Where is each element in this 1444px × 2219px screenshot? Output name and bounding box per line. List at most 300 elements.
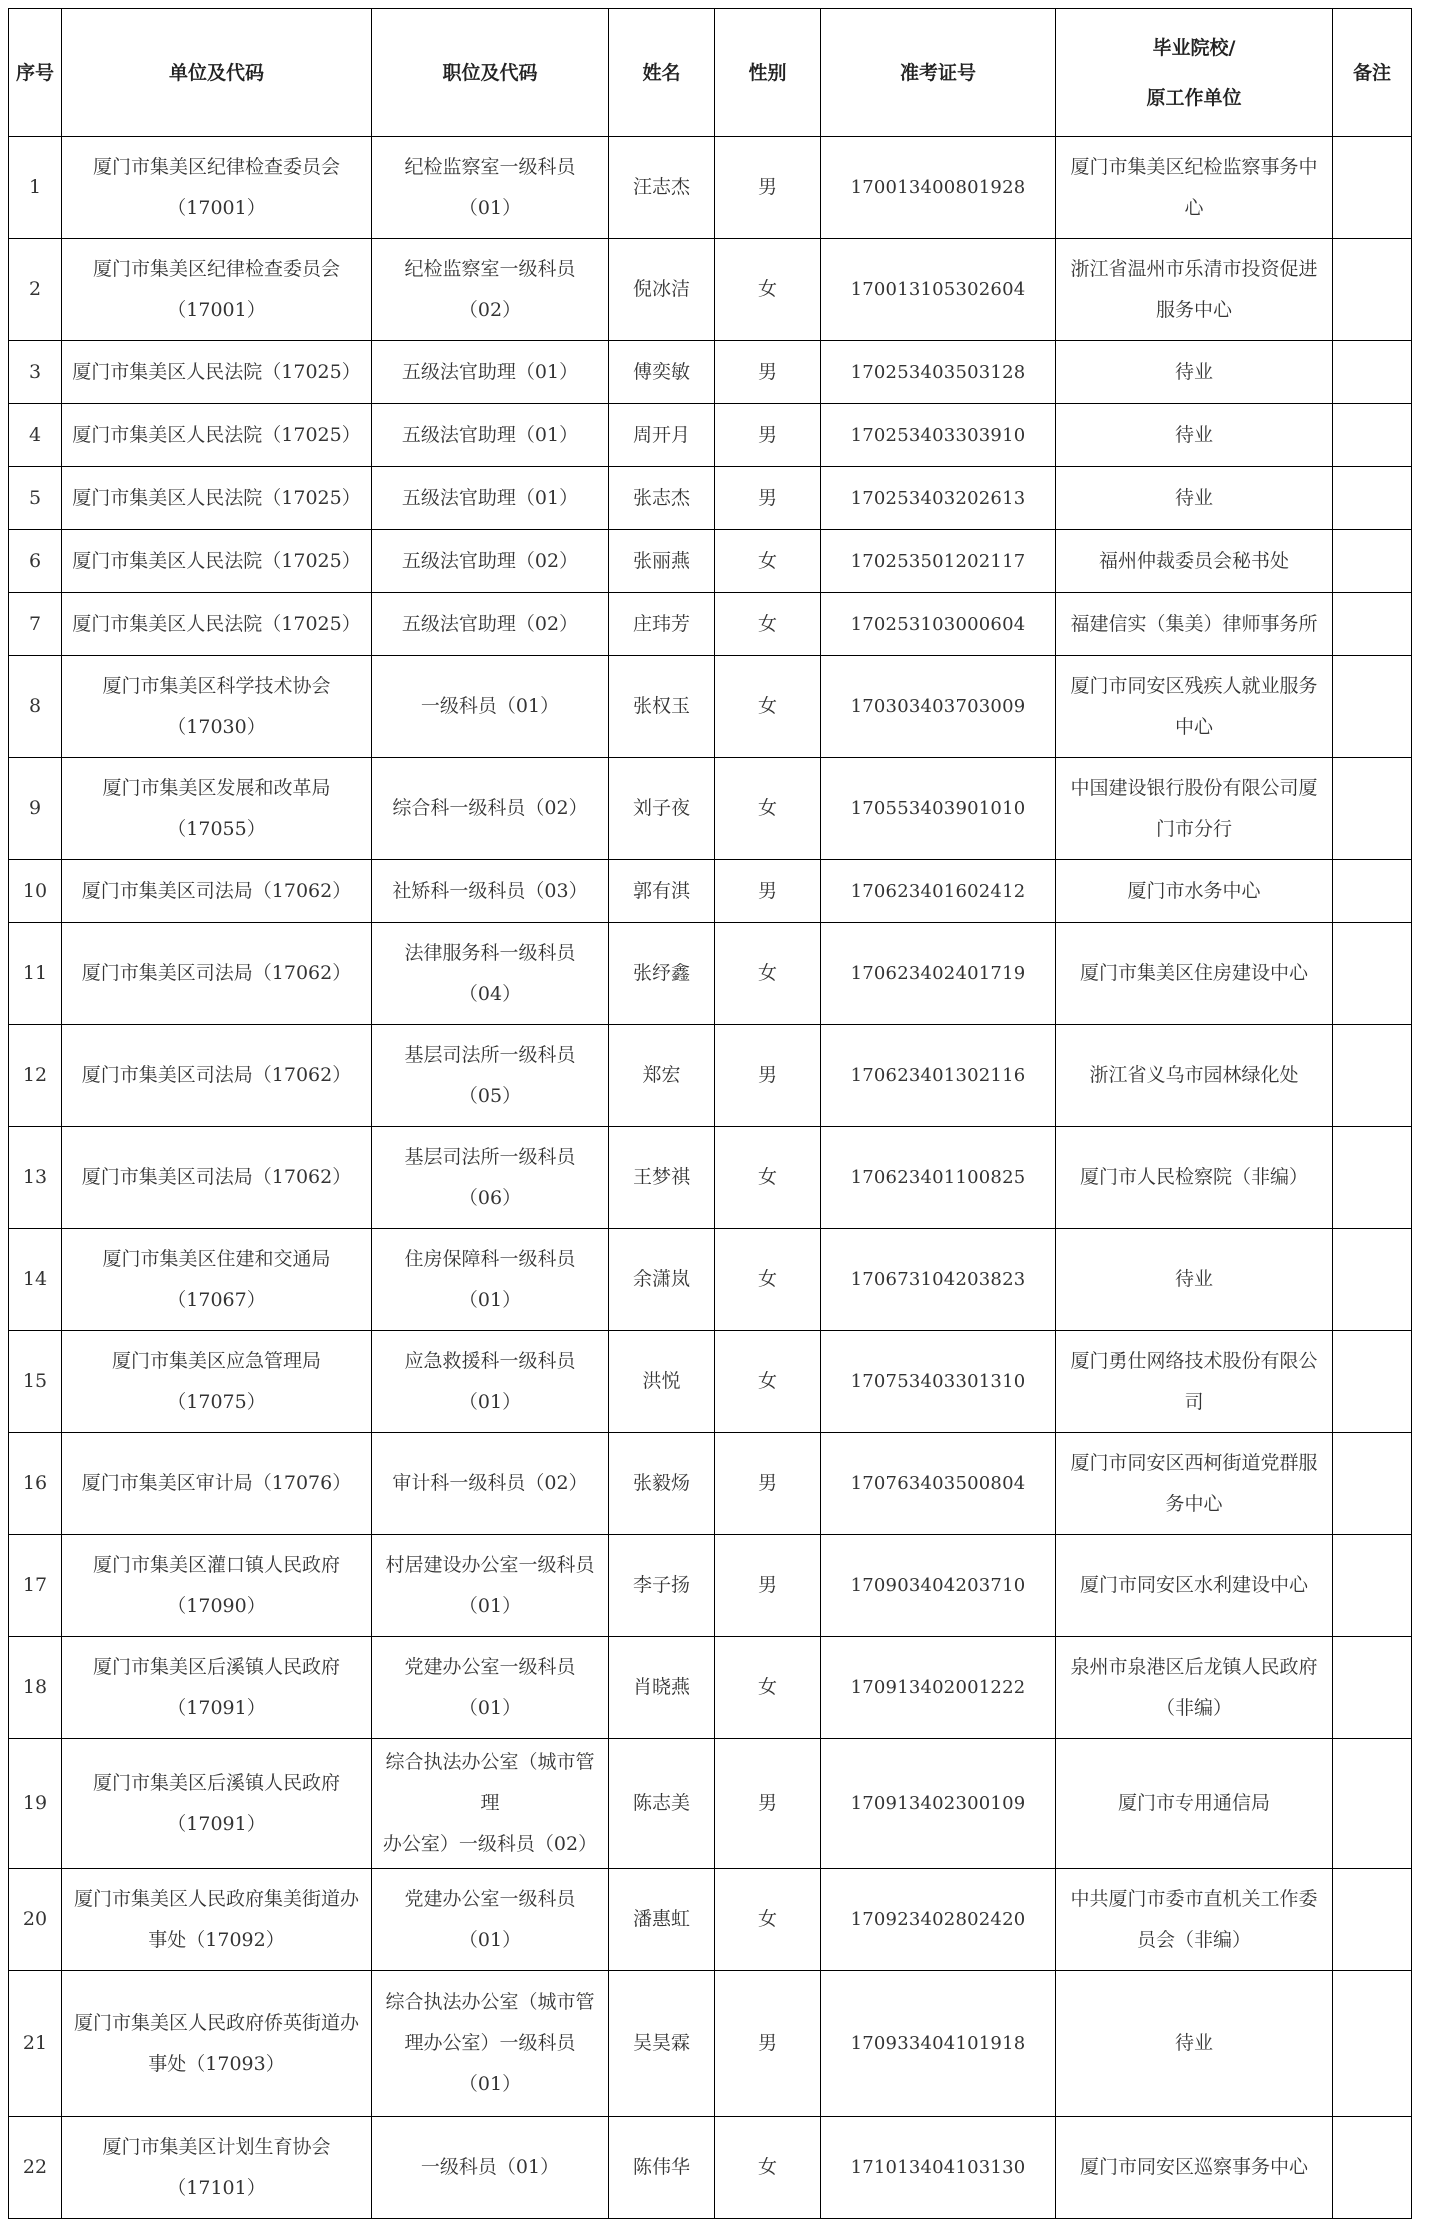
cell-position-line: 审计科一级科员（02） — [392, 1472, 588, 1494]
cell-seq: 14 — [9, 1229, 62, 1331]
table-row — [9, 1971, 1412, 2117]
cell-name: 余潇岚 — [609, 1229, 715, 1331]
cell-name: 周开月 — [609, 404, 715, 467]
cell-school-line: 浙江省义乌市园林绿化处 — [1089, 1064, 1299, 1086]
cell-unit — [62, 1331, 372, 1433]
header-name: 姓名 — [609, 9, 715, 137]
cell-unit — [62, 239, 372, 341]
cell-name: 王梦祺 — [609, 1127, 715, 1229]
cell-school — [1056, 1637, 1333, 1739]
table-row — [9, 1869, 1412, 1971]
cell-remark — [1333, 758, 1412, 860]
cell-gender: 女 — [715, 1331, 821, 1433]
cell-gender: 女 — [715, 1229, 821, 1331]
cell-unit-line: 厦门市集美区人民法院（17025） — [72, 612, 361, 635]
cell-school — [1056, 404, 1333, 467]
cell-unit — [62, 404, 372, 467]
cell-position — [372, 467, 609, 530]
cell-remark — [1333, 1971, 1412, 2117]
cell-unit — [62, 923, 372, 1025]
cell-unit-line: 厦门市集美区司法局（17062） — [81, 962, 352, 984]
cell-position — [372, 860, 609, 923]
cell-gender: 男 — [715, 1971, 821, 2117]
cell-unit — [62, 1535, 372, 1637]
cell-gender: 女 — [715, 656, 821, 758]
cell-position — [372, 530, 609, 593]
cell-unit — [62, 341, 372, 404]
header-school-line2: 原工作单位 — [1146, 86, 1242, 109]
cell-gender: 女 — [715, 1637, 821, 1739]
table-row — [9, 2117, 1412, 2219]
cell-gender: 女 — [715, 2117, 821, 2219]
cell-remark — [1333, 1637, 1412, 1739]
cell-position-line: （01） — [458, 1928, 522, 1951]
cell-position-line: （01） — [458, 2073, 522, 2095]
cell-unit-line: 厦门市集美区后溪镇人民政府 — [92, 1655, 340, 1678]
cell-unit — [62, 656, 372, 758]
cell-position-line: （06） — [458, 1186, 522, 1209]
cell-position-line: 五级法官助理（02） — [401, 549, 579, 572]
cell-unit — [62, 1229, 372, 1331]
cell-position-line: 党建办公室一级科员 — [404, 1887, 576, 1910]
cell-exam-id: 170253403202613 — [821, 467, 1056, 530]
cell-remark — [1333, 137, 1412, 239]
cell-unit-line: 厦门市集美区人民法院（17025） — [72, 549, 361, 572]
cell-unit-line: 事处（17093） — [148, 2052, 285, 2075]
cell-name: 张纾鑫 — [609, 923, 715, 1025]
table-row — [9, 1739, 1412, 1869]
cell-gender: 女 — [715, 530, 821, 593]
cell-unit-line: 事处（17092） — [148, 1928, 285, 1951]
cell-exam-id: 170623401100825 — [821, 1127, 1056, 1229]
cell-unit-line: （17090） — [167, 1594, 266, 1617]
cell-exam-id: 170623401302116 — [821, 1025, 1056, 1127]
cell-exam-id: 170553403901010 — [821, 758, 1056, 860]
cell-remark — [1333, 467, 1412, 530]
table-row — [9, 860, 1412, 923]
cell-unit — [62, 1971, 372, 2117]
cell-unit-line: 厦门市集美区计划生育协会 — [102, 2135, 331, 2158]
cell-seq: 8 — [9, 656, 62, 758]
cell-gender: 女 — [715, 923, 821, 1025]
table-row — [9, 341, 1412, 404]
cell-position — [372, 1535, 609, 1637]
cell-seq: 21 — [9, 1971, 62, 2117]
cell-unit-line: 厦门市集美区司法局（17062） — [81, 1166, 352, 1188]
cell-name: 肖晓燕 — [609, 1637, 715, 1739]
cell-position — [372, 1331, 609, 1433]
cell-exam-id: 170623401602412 — [821, 860, 1056, 923]
cell-seq: 18 — [9, 1637, 62, 1739]
cell-name: 李子扬 — [609, 1535, 715, 1637]
cell-school-line: 厦门市集美区纪检监察事务中 — [1070, 155, 1318, 178]
cell-unit-line: 厦门市集美区司法局（17062） — [81, 1064, 352, 1086]
header-school — [1056, 9, 1333, 137]
cell-unit — [62, 2117, 372, 2219]
table-row — [9, 1535, 1412, 1637]
cell-gender: 男 — [715, 137, 821, 239]
cell-unit-line: （17001） — [167, 196, 266, 219]
table-row — [9, 530, 1412, 593]
cell-unit-line: 厦门市集美区科学技术协会 — [102, 674, 331, 697]
cell-seq: 3 — [9, 341, 62, 404]
table-row — [9, 1637, 1412, 1739]
cell-seq: 22 — [9, 2117, 62, 2219]
cell-position — [372, 1229, 609, 1331]
cell-position-line: 一级科员（01） — [420, 695, 560, 717]
cell-seq: 17 — [9, 1535, 62, 1637]
header-school-line1: 毕业院校/ — [1152, 36, 1236, 59]
cell-seq: 15 — [9, 1331, 62, 1433]
cell-seq: 1 — [9, 137, 62, 239]
cell-position — [372, 1127, 609, 1229]
cell-school-line: 厦门市水务中心 — [1127, 879, 1261, 902]
cell-school — [1056, 530, 1333, 593]
cell-school — [1056, 656, 1333, 758]
cell-gender: 女 — [715, 1127, 821, 1229]
cell-position-line: 理办公室）一级科员 — [404, 2032, 576, 2054]
cell-exam-id: 170253103000604 — [821, 593, 1056, 656]
cell-name: 张权玉 — [609, 656, 715, 758]
cell-unit-line: 厦门市集美区人民法院（17025） — [72, 360, 361, 383]
cell-position-line: （01） — [458, 1696, 522, 1719]
cell-seq: 5 — [9, 467, 62, 530]
cell-name: 张毅炀 — [609, 1433, 715, 1535]
table-row — [9, 1127, 1412, 1229]
cell-unit-line: 厦门市集美区人民政府集美街道办 — [73, 1887, 359, 1910]
cell-school — [1056, 137, 1333, 239]
cell-position — [372, 1433, 609, 1535]
cell-unit-line: 厦门市集美区人民法院（17025） — [72, 423, 361, 446]
cell-school-line: 中共厦门市委市直机关工作委 — [1070, 1887, 1318, 1910]
cell-unit-line: 厦门市集美区后溪镇人民政府 — [92, 1771, 340, 1794]
cell-remark — [1333, 404, 1412, 467]
cell-exam-id: 170913402300109 — [821, 1739, 1056, 1869]
cell-position-line: 五级法官助理（01） — [401, 423, 579, 446]
cell-position — [372, 758, 609, 860]
cell-position-line: （04） — [458, 982, 522, 1005]
cell-name: 陈伟华 — [609, 2117, 715, 2219]
cell-unit — [62, 1025, 372, 1127]
cell-remark — [1333, 239, 1412, 341]
cell-position-line: 基层司法所一级科员 — [404, 1043, 576, 1066]
cell-school-line: 待业 — [1174, 423, 1213, 446]
cell-position — [372, 341, 609, 404]
table-row — [9, 1433, 1412, 1535]
cell-name: 张志杰 — [609, 467, 715, 530]
table-row — [9, 593, 1412, 656]
cell-school-line: 待业 — [1174, 360, 1213, 383]
cell-position-line: （01） — [458, 1594, 522, 1617]
cell-exam-id: 170933404101918 — [821, 1971, 1056, 2117]
cell-remark — [1333, 1739, 1412, 1869]
cell-school-line: 福建信实（集美）律师事务所 — [1070, 612, 1318, 635]
cell-remark — [1333, 341, 1412, 404]
cell-school-line: 待业 — [1174, 2032, 1213, 2054]
cell-position-line: 综合执法办公室（城市管理 — [385, 1751, 595, 1814]
cell-gender: 男 — [715, 1535, 821, 1637]
cell-school-line: 厦门市专用通信局 — [1117, 1792, 1270, 1814]
cell-name: 陈志美 — [609, 1739, 715, 1869]
cell-exam-id: 170923402802420 — [821, 1869, 1056, 1971]
cell-school-line: 厦门市集美区住房建设中心 — [1079, 962, 1308, 984]
cell-gender: 男 — [715, 1025, 821, 1127]
header-exam-id: 准考证号 — [821, 9, 1056, 137]
cell-unit — [62, 530, 372, 593]
table-row — [9, 923, 1412, 1025]
cell-unit-line: （17091） — [167, 1812, 266, 1835]
cell-school-line: 厦门市同安区残疾人就业服务 — [1070, 674, 1318, 697]
header-row — [9, 9, 1412, 137]
cell-seq: 16 — [9, 1433, 62, 1535]
cell-school-line: （非编） — [1155, 1696, 1232, 1719]
cell-exam-id: 170253403503128 — [821, 341, 1056, 404]
cell-remark — [1333, 923, 1412, 1025]
cell-remark — [1333, 656, 1412, 758]
cell-exam-id: 171013404103130 — [821, 2117, 1056, 2219]
cell-school-line: 心 — [1184, 196, 1204, 219]
cell-unit-line: 厦门市集美区纪律检查委员会 — [92, 257, 340, 280]
cell-name: 庄玮芳 — [609, 593, 715, 656]
cell-seq: 13 — [9, 1127, 62, 1229]
cell-seq: 20 — [9, 1869, 62, 1971]
cell-unit — [62, 137, 372, 239]
cell-position — [372, 1025, 609, 1127]
cell-school — [1056, 239, 1333, 341]
cell-position-line: （02） — [458, 298, 522, 321]
cell-remark — [1333, 530, 1412, 593]
header-seq: 序号 — [9, 9, 62, 137]
cell-remark — [1333, 1869, 1412, 1971]
cell-school — [1056, 860, 1333, 923]
cell-position-line: 纪检监察室一级科员 — [404, 155, 576, 178]
table-row — [9, 239, 1412, 341]
cell-unit — [62, 860, 372, 923]
cell-school-line: 门市分行 — [1155, 817, 1232, 840]
cell-remark — [1333, 1535, 1412, 1637]
cell-unit-line: 厦门市集美区发展和改革局 — [102, 776, 331, 799]
cell-school-line: 厦门市同安区西柯街道党群服 — [1070, 1451, 1318, 1474]
cell-unit-line: （17067） — [167, 1288, 266, 1311]
cell-unit-line: （17091） — [167, 1696, 266, 1719]
cell-school — [1056, 1535, 1333, 1637]
cell-school-line: 厦门市同安区水利建设中心 — [1079, 1574, 1308, 1596]
cell-seq: 11 — [9, 923, 62, 1025]
cell-exam-id: 170753403301310 — [821, 1331, 1056, 1433]
cell-school-line: 中国建设银行股份有限公司厦 — [1070, 776, 1318, 799]
cell-unit-line: （17055） — [167, 817, 266, 840]
cell-school-line: 泉州市泉港区后龙镇人民政府 — [1070, 1655, 1318, 1678]
cell-school-line: 厦门市人民检察院（非编） — [1079, 1166, 1308, 1188]
cell-gender: 男 — [715, 404, 821, 467]
cell-school — [1056, 1229, 1333, 1331]
cell-school — [1056, 1739, 1333, 1869]
header-unit: 单位及代码 — [62, 9, 372, 137]
cell-seq: 9 — [9, 758, 62, 860]
cell-position — [372, 593, 609, 656]
cell-position-line: 五级法官助理（01） — [401, 486, 579, 509]
cell-unit-line: 厦门市集美区人民政府侨英街道办 — [73, 2011, 359, 2034]
cell-name: 倪冰洁 — [609, 239, 715, 341]
cell-position-line: 一级科员（01） — [420, 2156, 560, 2178]
cell-position-line: 社矫科一级科员（03） — [392, 879, 588, 902]
cell-remark — [1333, 1331, 1412, 1433]
cell-exam-id: 170253501202117 — [821, 530, 1056, 593]
cell-position — [372, 1637, 609, 1739]
table-row — [9, 137, 1412, 239]
cell-position-line: 五级法官助理（02） — [401, 612, 579, 635]
cell-unit-line: 厦门市集美区人民法院（17025） — [72, 486, 361, 509]
cell-name: 潘惠虹 — [609, 1869, 715, 1971]
cell-unit — [62, 1127, 372, 1229]
cell-remark — [1333, 593, 1412, 656]
cell-position — [372, 404, 609, 467]
cell-position — [372, 656, 609, 758]
cell-position-line: 基层司法所一级科员 — [404, 1145, 576, 1168]
cell-unit-line: 厦门市集美区住建和交通局 — [102, 1247, 331, 1270]
header-gender: 性别 — [715, 9, 821, 137]
cell-unit-line: 厦门市集美区灌口镇人民政府 — [92, 1553, 340, 1576]
cell-unit — [62, 467, 372, 530]
table-row — [9, 404, 1412, 467]
cell-seq: 4 — [9, 404, 62, 467]
cell-unit — [62, 1433, 372, 1535]
cell-name: 吴昊霖 — [609, 1971, 715, 2117]
cell-position-line: （01） — [458, 1288, 522, 1311]
cell-school-line: 司 — [1184, 1390, 1204, 1413]
cell-unit-line: （17101） — [167, 2176, 266, 2199]
cell-school — [1056, 593, 1333, 656]
cell-unit — [62, 1739, 372, 1869]
cell-exam-id: 170303403703009 — [821, 656, 1056, 758]
cell-name: 刘子夜 — [609, 758, 715, 860]
cell-seq: 2 — [9, 239, 62, 341]
cell-position-line: 综合科一级科员（02） — [392, 797, 588, 819]
cell-name: 洪悦 — [609, 1331, 715, 1433]
cell-unit-line: 厦门市集美区司法局（17062） — [81, 879, 352, 902]
cell-school-line: 厦门勇仕网络技术股份有限公 — [1070, 1349, 1318, 1372]
cell-position-line: （01） — [458, 196, 522, 219]
cell-position-line: 法律服务科一级科员 — [404, 941, 576, 964]
cell-school — [1056, 341, 1333, 404]
cell-school-line: 浙江省温州市乐清市投资促进 — [1070, 257, 1318, 280]
cell-seq: 6 — [9, 530, 62, 593]
cell-school-line: 员会（非编） — [1136, 1928, 1251, 1951]
cell-position-line: 纪检监察室一级科员 — [404, 257, 576, 280]
cell-unit-line: （17075） — [167, 1390, 266, 1413]
cell-school-line: 待业 — [1174, 1268, 1213, 1290]
cell-position — [372, 137, 609, 239]
cell-school-line: 中心 — [1174, 715, 1213, 738]
cell-exam-id: 170763403500804 — [821, 1433, 1056, 1535]
cell-school — [1056, 923, 1333, 1025]
cell-unit — [62, 1637, 372, 1739]
cell-gender: 男 — [715, 341, 821, 404]
cell-name: 张丽燕 — [609, 530, 715, 593]
cell-unit — [62, 1869, 372, 1971]
cell-school — [1056, 1331, 1333, 1433]
cell-exam-id: 170903404203710 — [821, 1535, 1056, 1637]
cell-unit-line: 厦门市集美区纪律检查委员会 — [92, 155, 340, 178]
cell-remark — [1333, 2117, 1412, 2219]
cell-school-line: 福州仲裁委员会秘书处 — [1098, 549, 1289, 572]
cell-position — [372, 2117, 609, 2219]
cell-exam-id: 170253403303910 — [821, 404, 1056, 467]
table-row — [9, 1025, 1412, 1127]
table-row — [9, 1331, 1412, 1433]
cell-name: 傅奕敏 — [609, 341, 715, 404]
table-body — [9, 137, 1412, 2219]
cell-seq: 12 — [9, 1025, 62, 1127]
cell-gender: 男 — [715, 1433, 821, 1535]
cell-position-line: （05） — [458, 1084, 522, 1107]
cell-position — [372, 923, 609, 1025]
cell-gender: 男 — [715, 467, 821, 530]
cell-gender: 女 — [715, 593, 821, 656]
cell-school — [1056, 1869, 1333, 1971]
cell-school — [1056, 2117, 1333, 2219]
cell-position-line: 住房保障科一级科员 — [404, 1247, 576, 1270]
cell-unit-line: 厦门市集美区应急管理局 — [111, 1349, 321, 1372]
cell-seq: 19 — [9, 1739, 62, 1869]
cell-school-line: 待业 — [1174, 486, 1213, 509]
cell-remark — [1333, 1025, 1412, 1127]
cell-school-line: 服务中心 — [1155, 298, 1232, 321]
cell-exam-id: 170013400801928 — [821, 137, 1056, 239]
cell-gender: 女 — [715, 758, 821, 860]
cell-gender: 女 — [715, 239, 821, 341]
cell-gender: 男 — [715, 860, 821, 923]
table-row — [9, 1229, 1412, 1331]
cell-position — [372, 1739, 609, 1869]
cell-unit-line: （17030） — [167, 715, 266, 738]
cell-exam-id: 170623402401719 — [821, 923, 1056, 1025]
cell-school — [1056, 467, 1333, 530]
table-row — [9, 758, 1412, 860]
cell-school — [1056, 1433, 1333, 1535]
header-remark: 备注 — [1333, 9, 1412, 137]
page — [8, 8, 1412, 2219]
cell-seq: 7 — [9, 593, 62, 656]
cell-position-line: 五级法官助理（01） — [401, 360, 579, 383]
cell-gender: 男 — [715, 1739, 821, 1869]
cell-exam-id: 170013105302604 — [821, 239, 1056, 341]
cell-remark — [1333, 860, 1412, 923]
cell-school-line: 厦门市同安区巡察事务中心 — [1079, 2156, 1308, 2178]
cell-position — [372, 239, 609, 341]
cell-position — [372, 1869, 609, 1971]
cell-remark — [1333, 1433, 1412, 1535]
cell-position-line: 村居建设办公室一级科员 — [385, 1553, 595, 1576]
header-position: 职位及代码 — [372, 9, 609, 137]
cell-school — [1056, 1025, 1333, 1127]
cell-gender: 女 — [715, 1869, 821, 1971]
cell-seq: 10 — [9, 860, 62, 923]
cell-school-line: 务中心 — [1165, 1492, 1223, 1515]
cell-unit — [62, 758, 372, 860]
cell-position — [372, 1971, 609, 2117]
cell-remark — [1333, 1127, 1412, 1229]
cell-exam-id: 170913402001222 — [821, 1637, 1056, 1739]
cell-position-line: 办公室）一级科员（02） — [382, 1833, 598, 1855]
cell-position-line: 综合执法办公室（城市管 — [385, 1991, 595, 2013]
table-row — [9, 467, 1412, 530]
cell-unit-line: 厦门市集美区审计局（17076） — [81, 1472, 352, 1494]
cell-school — [1056, 1127, 1333, 1229]
cell-unit — [62, 593, 372, 656]
cell-remark — [1333, 1229, 1412, 1331]
cell-name: 郭有淇 — [609, 860, 715, 923]
